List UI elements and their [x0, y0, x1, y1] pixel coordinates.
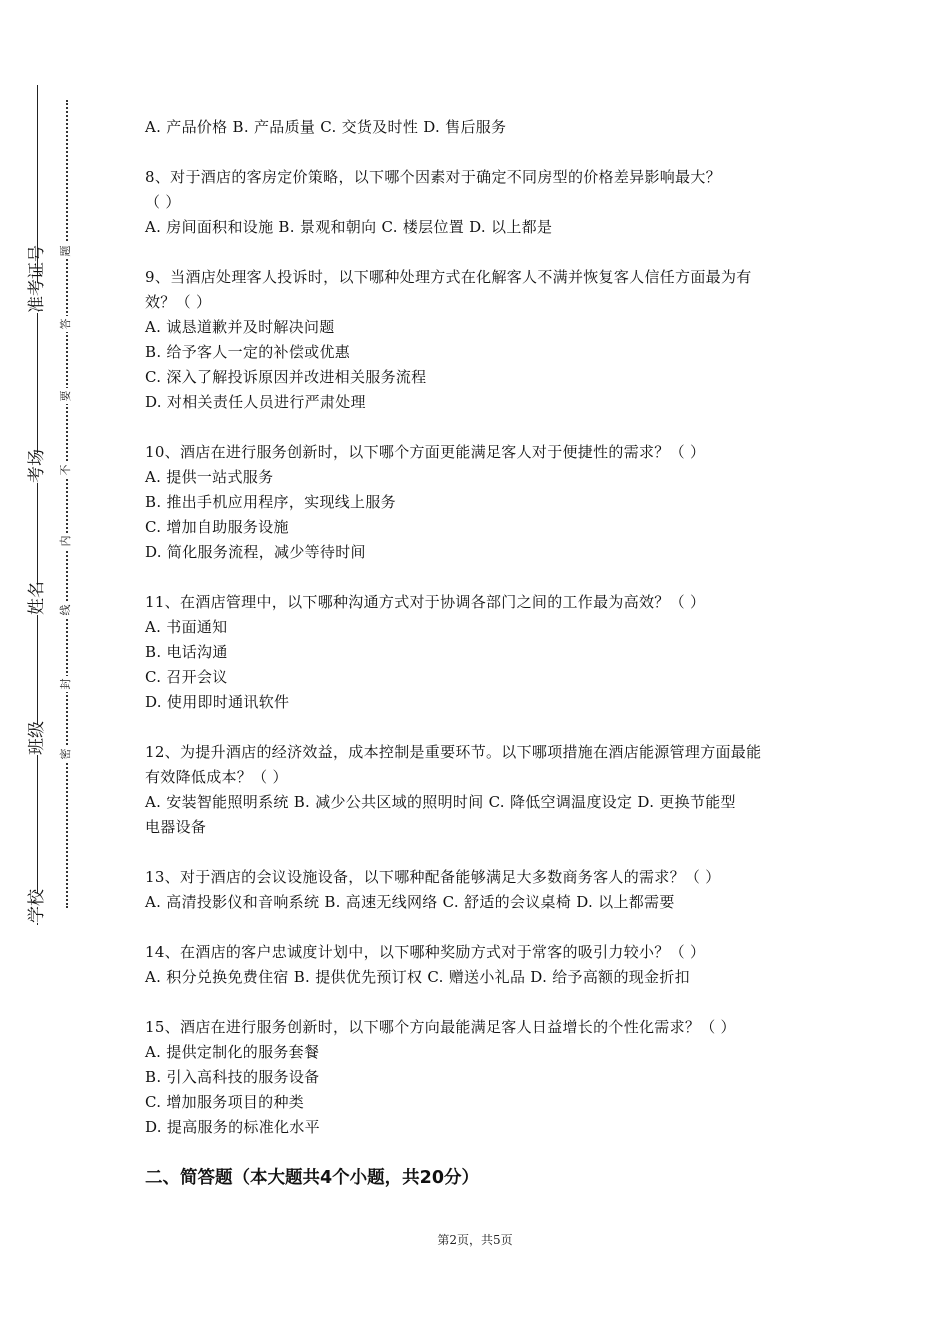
answer-option: A. 产品价格 B. 产品质量 C. 交货及时性 D. 售后服务 — [145, 118, 507, 136]
question-stem: （ ） — [145, 193, 181, 211]
seal-dotted-line — [66, 100, 68, 908]
answer-option: C. 深入了解投诉原因并改进相关服务流程 — [145, 368, 427, 386]
answer-option: D. 使用即时通讯软件 — [145, 693, 290, 711]
question-block — [145, 940, 810, 990]
answer-option: A. 提供一站式服务 — [145, 468, 274, 486]
class-label: 班级 — [22, 725, 52, 755]
question-stem: 13、对于酒店的会议设施设备，以下哪种配备能够满足大多数商务客人的需求？（ ） — [145, 868, 721, 886]
question-block — [145, 590, 810, 715]
question-stem: 12、为提升酒店的经济效益，成本控制是重要环节。以下哪项措施在酒店能源管理方面最能 — [145, 743, 762, 761]
question-block — [145, 740, 810, 840]
question-stem: 9、当酒店处理客人投诉时，以下哪种处理方式在化解客人不满并恢复客人信任方面最为有 — [145, 268, 752, 286]
question-stem: 10、酒店在进行服务创新时，以下哪个方面更能满足客人对于便捷性的需求？（ ） — [145, 443, 706, 461]
answer-option: A. 高清投影仪和音响系统 B. 高速无线网络 C. 舒适的会议桌椅 D. 以上都需要 — [145, 893, 675, 911]
question-stem: 效？（ ） — [145, 293, 212, 311]
answer-option: A. 安装智能照明系统 B. 减少公共区域的照明时间 C. 降低空调温度设定 D. 更换节能型 — [145, 793, 736, 811]
question-block — [145, 115, 810, 140]
answer-option: C. 增加自助服务设施 — [145, 518, 289, 536]
exam-number-label: 准考证号 — [22, 283, 52, 313]
answer-option: A. 书面通知 — [145, 618, 228, 636]
seal-char: 不 — [58, 462, 74, 478]
seal-char: 密 — [58, 746, 74, 762]
school-label: 学校 — [22, 893, 52, 923]
answer-option: B. 引入高科技的服务设备 — [145, 1068, 320, 1086]
question-block — [145, 265, 810, 415]
binding-solid-line — [37, 85, 38, 925]
seal-char: 答 — [58, 316, 74, 332]
exam-room-label: 考场 — [22, 453, 52, 483]
answer-option: A. 房间面积和设施 B. 景观和朝向 C. 楼层位置 D. 以上都是 — [145, 218, 553, 236]
answer-option: B. 给予客人一定的补偿或优惠 — [145, 343, 351, 361]
answer-option: B. 电话沟通 — [145, 643, 228, 661]
answer-option: A. 积分兑换免费住宿 B. 提供优先预订权 C. 赠送小礼品 D. 给予高额的现金折扣 — [145, 968, 690, 986]
answer-option: D. 对相关责任人员进行严肃处理 — [145, 393, 366, 411]
name-label: 姓名 — [22, 585, 52, 615]
answer-option: 电器设备 — [145, 818, 207, 836]
seal-char: 线 — [58, 602, 74, 618]
page-footer: 第2页，共5页 — [437, 1233, 513, 1247]
question-stem: 有效降低成本？（ ） — [145, 768, 288, 786]
question-stem: 15、酒店在进行服务创新时，以下哪个方向最能满足客人日益增长的个性化需求？（ ） — [145, 1018, 736, 1036]
answer-option: B. 推出手机应用程序，实现线上服务 — [145, 493, 396, 511]
answer-option: C. 增加服务项目的种类 — [145, 1093, 305, 1111]
answer-option: A. 提供定制化的服务套餐 — [145, 1043, 320, 1061]
answer-option: C. 召开会议 — [145, 668, 228, 686]
answer-option: D. 提高服务的标准化水平 — [145, 1118, 320, 1136]
seal-char: 要 — [58, 388, 74, 404]
question-block — [145, 440, 810, 565]
question-block — [145, 165, 810, 240]
answer-option: D. 简化服务流程，减少等待时间 — [145, 543, 366, 561]
section-title: 二、简答题（本大题共4个小题，共20分） — [145, 1168, 480, 1188]
question-block — [145, 1015, 810, 1140]
binding-margin — [0, 0, 100, 1344]
seal-char: 内 — [58, 533, 74, 549]
question-list — [145, 115, 810, 1165]
question-block — [145, 865, 810, 915]
answer-option: A. 诚恳道歉并及时解决问题 — [145, 318, 335, 336]
seal-char: 题 — [58, 243, 74, 259]
question-stem: 14、在酒店的客户忠诚度计划中，以下哪种奖励方式对于常客的吸引力较小？（ ） — [145, 943, 706, 961]
question-stem: 11、在酒店管理中，以下哪种沟通方式对于协调各部门之间的工作最为高效？（ ） — [145, 593, 706, 611]
question-stem: 8、对于酒店的客房定价策略，以下哪个因素对于确定不同房型的价格差异影响最大？ — [145, 168, 721, 186]
seal-char: 封 — [58, 676, 74, 692]
